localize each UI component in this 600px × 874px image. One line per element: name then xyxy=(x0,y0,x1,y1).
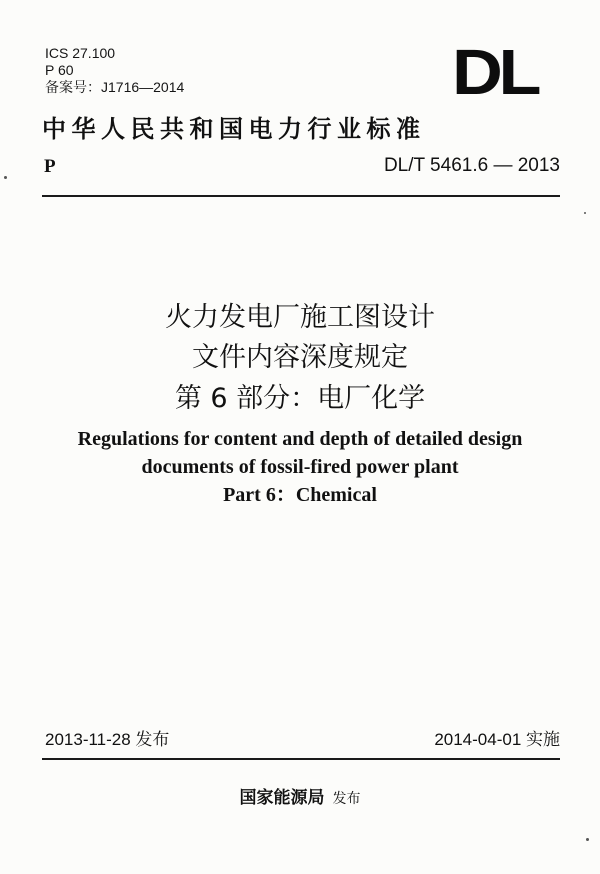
top-divider xyxy=(42,195,560,197)
scan-speck xyxy=(584,212,586,214)
standard-number: DL/T 5461.6 — 2013 xyxy=(383,155,560,176)
classification-code: P 60 xyxy=(45,62,74,78)
english-title-line-3: Part 6：Chemical xyxy=(223,484,377,506)
implementation-date: 2014-04-01 实施 xyxy=(434,730,560,749)
classification-letter: P xyxy=(44,156,56,177)
scan-speck xyxy=(4,176,7,179)
chinese-title-line-3: 第 6 部分：电厂化学 xyxy=(174,383,426,414)
ics-code: ICS 27.100 xyxy=(45,45,116,61)
standard-category-title: 中华人民共和国电力行业标准 xyxy=(42,114,426,143)
dl-logo: DL xyxy=(452,36,538,108)
english-title-line-2: documents of fossil-fired power plant xyxy=(141,456,459,478)
english-title-line-1: Regulations for content and depth of detailed design xyxy=(77,428,523,450)
issue-date: 2013-11-28 发布 xyxy=(45,730,170,749)
bottom-divider xyxy=(42,758,560,760)
chinese-title-line-1: 火力发电厂施工图设计 xyxy=(165,302,435,333)
chinese-title-line-2: 文件内容深度规定 xyxy=(192,342,408,373)
publisher-line xyxy=(0,788,600,809)
scan-speck xyxy=(586,838,589,841)
publisher-name: 国家能源局 xyxy=(239,788,325,808)
publisher-verb: 发布 xyxy=(332,791,361,807)
record-number: 备案号：J1716—2014 xyxy=(45,79,185,95)
